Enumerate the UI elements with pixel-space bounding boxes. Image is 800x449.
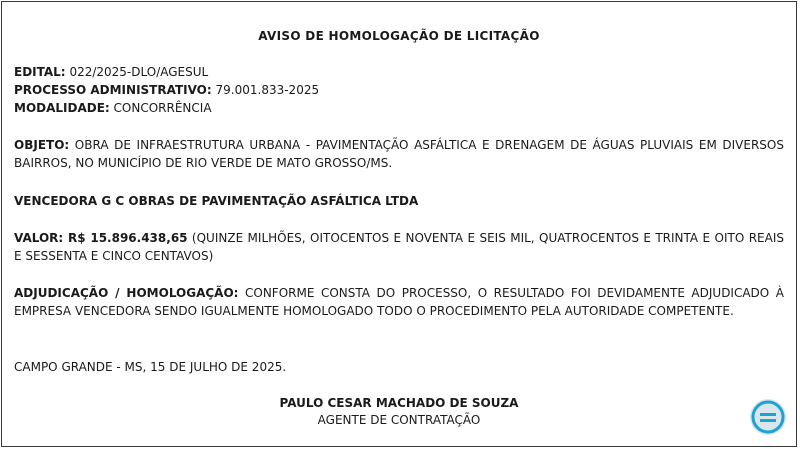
objeto-label: OBJETO: — [14, 138, 70, 152]
e-logo-icon — [750, 399, 786, 435]
edital-label: EDITAL: — [14, 65, 66, 79]
adjudicacao-text: CONFORME CONSTA DO PROCESSO, O RESULTADO FOI DEVIDAMENTE ADJUDICADO À EMPRESA VENCEDORA SENDO IGUALMENTE HOMOLOGADO TODO O PROCEDIMENTO PELA AUTORIDADE COMPETENTE. — [14, 286, 784, 318]
processo-line — [14, 81, 319, 99]
processo-value: 79.001.833-2025 — [215, 83, 320, 97]
vencedora-text: VENCEDORA G C OBRAS DE PAVIMENTAÇÃO ASFÁLTICA LTDA — [14, 194, 419, 208]
notice-title: AVISO DE HOMOLOGAÇÃO DE LICITAÇÃO — [258, 29, 540, 43]
adjudicacao-label: ADJUDICAÇÃO / HOMOLOGAÇÃO: — [14, 286, 239, 300]
modalidade-value: CONCORRÊNCIA — [113, 101, 212, 115]
edital-value: 022/2025-DLO/AGESUL — [69, 65, 209, 79]
edital-line — [14, 63, 208, 81]
valor-text: (QUINZE MILHÕES, OITOCENTOS E NOVENTA E SEIS MIL, QUATROCENTOS E TRINTA E OITO REAIS E SESSENTA E CINCO CENTAVOS) — [14, 231, 784, 263]
local-data-line: CAMPO GRANDE - MS, 15 DE JULHO DE 2025. — [14, 360, 287, 374]
vencedora-line — [14, 192, 418, 210]
signer-role: AGENTE DE CONTRATAÇÃO — [317, 413, 481, 427]
valor-paragraph — [14, 229, 784, 265]
modalidade-line — [14, 99, 212, 117]
signer-name: PAULO CESAR MACHADO DE SOUZA — [279, 396, 519, 410]
modalidade-label: MODALIDADE: — [14, 101, 110, 115]
processo-label: PROCESSO ADMINISTRATIVO: — [14, 83, 212, 97]
objeto-paragraph — [14, 136, 784, 172]
adjudicacao-paragraph — [14, 284, 784, 320]
valor-label: VALOR: R$ 15.896.438,65 — [14, 231, 188, 245]
objeto-value: OBRA DE INFRAESTRUTURA URBANA - PAVIMENTAÇÃO ASFÁLTICA E DRENAGEM DE ÁGUAS PLUVIAIS EM DIVERSOS BAIRROS, NO MUNICÍPIO DE RIO VERDE DE MATO GROSSO/MS. — [14, 138, 784, 170]
